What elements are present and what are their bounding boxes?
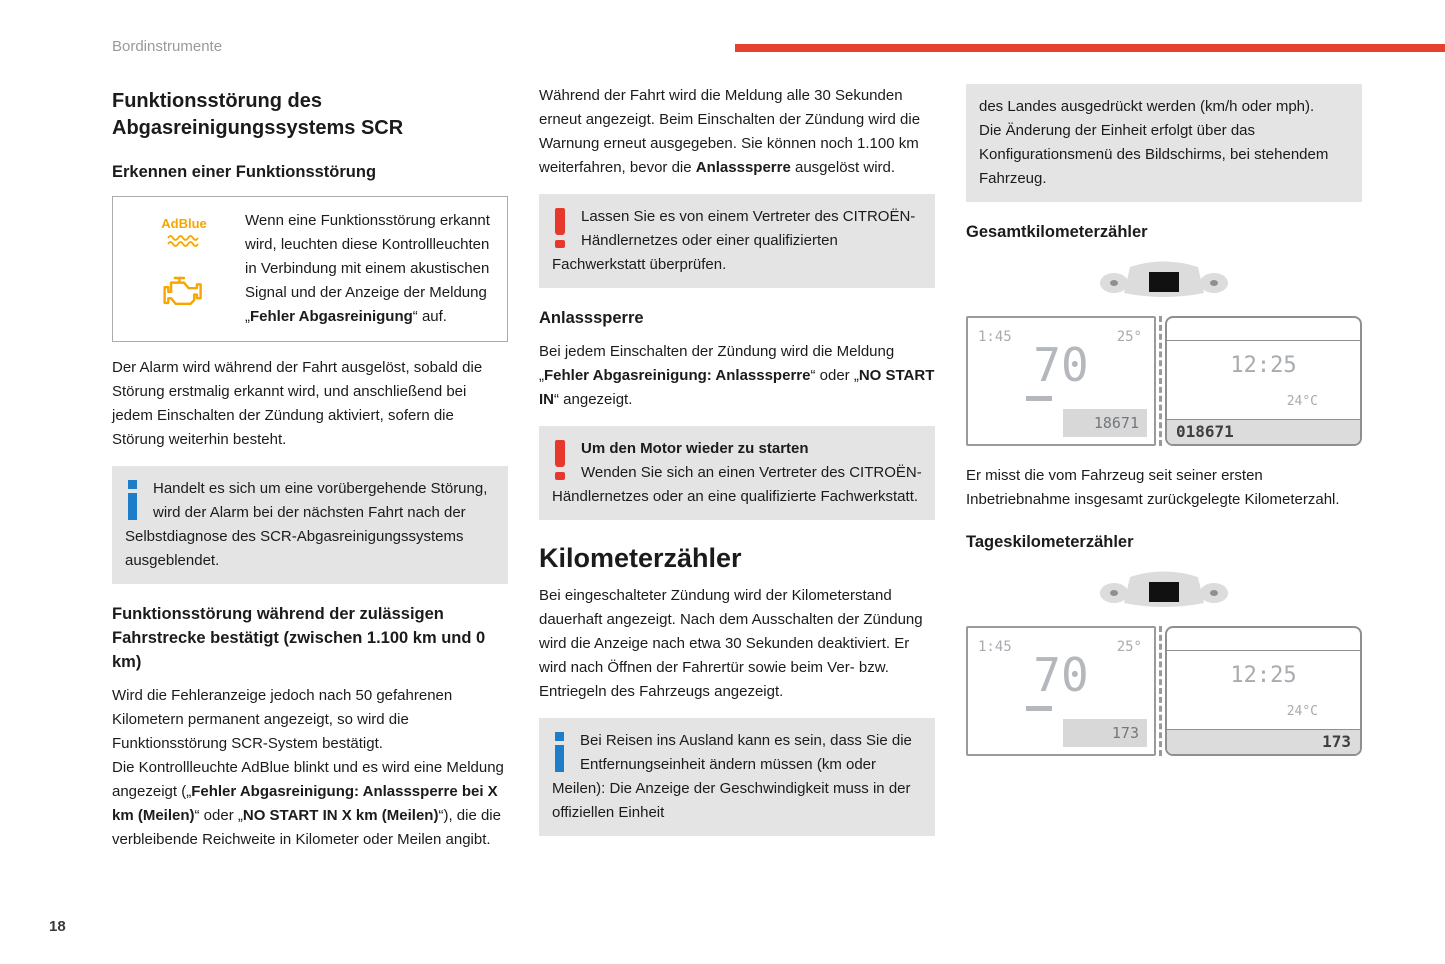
- lcd-time: 1:45: [978, 639, 1012, 655]
- tft-temperature: 24°C: [1286, 394, 1318, 409]
- lcd-temperature: 25°: [1116, 639, 1142, 655]
- display-screens: [966, 316, 1362, 446]
- warning-icon: [555, 208, 566, 250]
- lcd-temperature: 25°: [1116, 329, 1142, 345]
- trip-odometer-figure: [966, 568, 1362, 756]
- paragraph-alarm: Der Alarm wird während der Fahrt ausgelöst, sobald die Störung erstmalig erkannt wird, und anschließend bei jedem Einschalten der Zündung aktiviert, sofern die Störung weiterhin besteht.: [112, 359, 483, 448]
- content-columns: [112, 84, 1362, 854]
- subheading-gesamtkilometerzaehler: Gesamtkilometerzähler: [966, 223, 1148, 241]
- subheading-erkennen: Erkennen einer Funktionsstörung: [112, 163, 377, 181]
- tft-header-line: [1167, 340, 1360, 341]
- lcd-time: 1:45: [978, 329, 1012, 345]
- paragraph-fault-confirmed: Wird die Fehleranzeige jedoch nach 50 gefahrenen Kilometern permanent angezeigt, so wird die Funktionsstörung SCR-System bestätigt. Die Kontrollleuchte AdBlue blinkt und es wird eine Meldung angezeigt („Fehler Abgasreinigung: Anlasssperre bei X km (Meilen)“ oder „NO START IN X km (Meilen)“), die die verbleibende Reichweite in Kilometer oder Meilen angibt.: [112, 687, 504, 848]
- paragraph-odometer: Bei eingeschalteter Zündung wird der Kilometerstand dauerhaft angezeigt. Nach dem Ausschalten der Zündung wird die Anzeige nach etwa 30 Sekunden deaktiviert. Er wird nach Öffnen der Fahrertür sowie beim Ver- bzw. Entriegeln des Fahrzeugs angezeigt.: [539, 587, 923, 700]
- instrument-cluster-icon: [1099, 568, 1229, 614]
- lcd-speed: 70: [1033, 338, 1089, 392]
- tft-clock: 12:25: [1230, 663, 1297, 688]
- warning-box-check: [539, 194, 935, 288]
- subheading-funktionsstoerung-bestaetigt: Funktionsstörung während der zulässigen Fahrstrecke bestätigt (zwischen 1.100 km und 0 km): [112, 605, 486, 671]
- info-box-text: Bei Reisen ins Ausland kann es sein, dass Sie die Entfernungseinheit ändern müssen (km oder Meilen): Die Anzeige der Geschwindigkeit muss in der offiziellen Einheit: [552, 732, 912, 821]
- info-icon: [555, 732, 565, 774]
- warning-box-restart: [539, 426, 935, 520]
- tft-odometer-strip: [1167, 419, 1360, 444]
- callout-icons: [123, 209, 245, 329]
- accent-bar: [735, 44, 1445, 52]
- lcd-speed: 70: [1033, 648, 1089, 702]
- breadcrumb: Bordinstrumente: [112, 38, 223, 55]
- subheading-tageskilometerzaehler: Tageskilometerzähler: [966, 533, 1134, 551]
- tft-header-line: [1167, 650, 1360, 651]
- tft-odometer-value: 018671: [1176, 422, 1234, 441]
- subheading-anlasssperre: Anlasssperre: [539, 309, 644, 327]
- column-left: [112, 84, 508, 854]
- adblue-waves-icon: [166, 234, 202, 247]
- lcd-odometer-value: 18671: [1063, 409, 1147, 437]
- lcd-gear-bar: [1026, 396, 1052, 401]
- warning-box-text: Lassen Sie es von einem Vertreter des CITROËN-Händlernetzes oder einer qualifizierten Fachwerkstatt überprüfen.: [552, 208, 916, 273]
- warning-icon: [555, 440, 566, 482]
- lcd-screen: [966, 626, 1156, 756]
- display-screens: [966, 626, 1362, 756]
- warning-box-body: Wenden Sie sich an einen Vertreter des CITROËN-Händlernetzes oder an eine qualifizierte Fachwerkstatt.: [552, 464, 922, 505]
- info-box-abroad: [539, 718, 935, 836]
- tft-screen: [1165, 626, 1362, 756]
- tft-screen: [1165, 316, 1362, 446]
- lcd-screen: [966, 316, 1156, 446]
- section-title-kilometerzaehler: Kilometerzähler: [539, 543, 742, 573]
- callout-text: Wenn eine Funktionsstörung erkannt wird, leuchten diese Kontrollleuchten in Verbindung mit einem akustischen Signal und der Anzeige der Meldung „Fehler Abgasreinigung“ auf.: [245, 212, 490, 325]
- info-box-text: Handelt es sich um eine vorübergehende Störung, wird der Alarm bei der nächsten Fahrt nach der Selbstdiagnose des SCR-Abgasreinigungssystems ausgeblendet.: [125, 480, 488, 569]
- tft-temperature: 24°C: [1286, 704, 1318, 719]
- section-title-scr: Funktionsstörung des Abgasreinigungssystems SCR: [112, 90, 404, 139]
- screen-divider: [1159, 626, 1162, 756]
- warning-box-title: Um den Motor wieder zu starten: [581, 440, 809, 457]
- column-middle: [539, 84, 935, 854]
- info-box-temporary-fault: [112, 466, 508, 584]
- tft-clock: 12:25: [1230, 353, 1297, 378]
- paragraph-warning-repeat: Während der Fahrt wird die Meldung alle 30 Sekunden erneut angezeigt. Beim Einschalten der Zündung wird die Warnung erneut ausgegeben. Sie können noch 1.100 km weiterfahren, bevor die Anlasssperre ausgelöst wird.: [539, 87, 921, 176]
- total-odometer-figure: [966, 258, 1362, 446]
- screen-divider: [1159, 316, 1162, 446]
- page-number: 18: [49, 918, 66, 935]
- lcd-trip-value: 173: [1063, 719, 1147, 747]
- info-box-abroad-continued: des Landes ausgedrückt werden (km/h oder mph). Die Änderung der Einheit erfolgt über das Konfigurationsmenü des Bildschirms, bei stehendem Fahrzeug.: [966, 84, 1362, 202]
- adblue-icon: AdBlue: [161, 217, 207, 255]
- tft-trip-value: 173: [1322, 732, 1351, 751]
- info-icon: [128, 480, 138, 522]
- tft-odometer-strip: [1167, 729, 1360, 754]
- paragraph-total-odometer: Er misst die vom Fahrzeug seit seiner ersten Inbetriebnahme insgesamt zurückgelegte Kilometerzahl.: [966, 467, 1340, 508]
- paragraph-anlasssperre: Bei jedem Einschalten der Zündung wird die Meldung „Fehler Abgasreinigung: Anlasssperre“ oder „NO START IN“ angezeigt.: [539, 343, 935, 408]
- lcd-gear-bar: [1026, 706, 1052, 711]
- column-right: [966, 84, 1362, 854]
- engine-warning-icon: [160, 273, 208, 307]
- instrument-cluster-icon: [1099, 258, 1229, 304]
- warning-lights-callout: [112, 196, 508, 342]
